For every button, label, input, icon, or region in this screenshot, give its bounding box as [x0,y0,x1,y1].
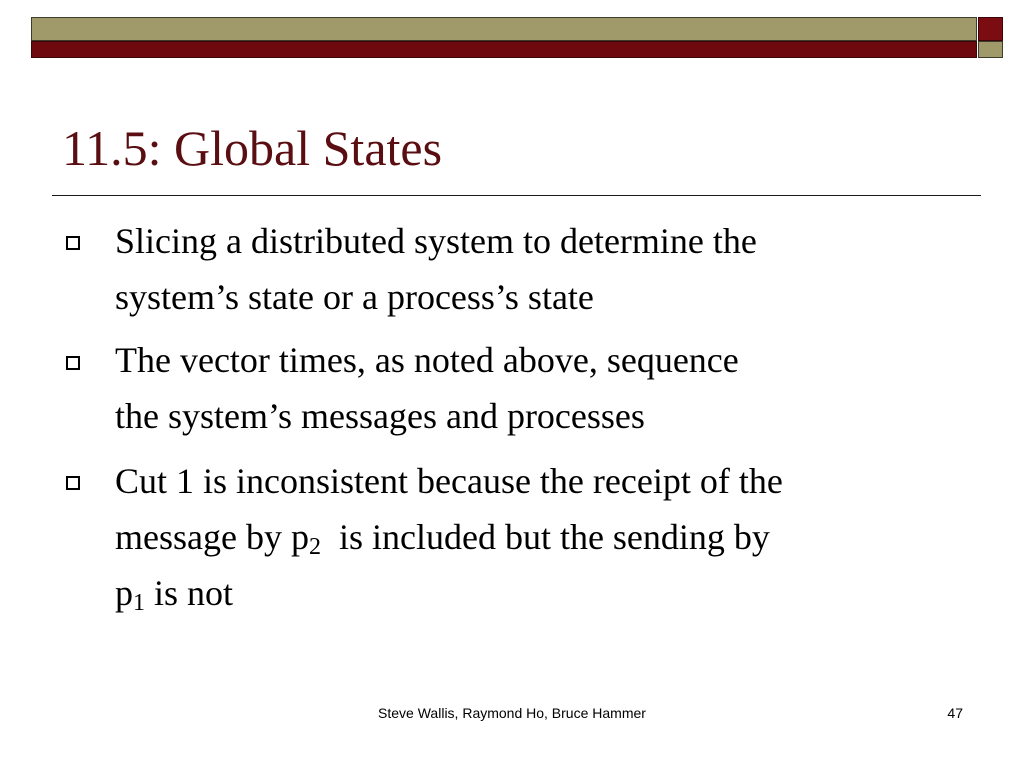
slide-title: 11.5: Global States [62,120,443,176]
bullet-text [115,453,995,621]
bullet-line [115,509,995,565]
subscript: 1 [133,590,145,616]
bullet-text-segment: is included but the sending by [320,517,770,557]
header-bar-olive [31,17,977,41]
bullet-line [115,565,995,621]
bullet-text-segment: message by p [115,517,309,557]
bullet-line: the system’s messages and processes [115,396,645,436]
bullet-line: Slicing a distributed system to determine the [115,221,757,261]
bullet-text-segment: is not [145,573,234,613]
corner-square-maroon [978,17,1003,41]
corner-square-olive [978,41,1003,58]
bullet-line: Cut 1 is inconsistent because the receipt of the [115,461,783,501]
title-divider [52,195,981,196]
bullet-text-segment: p [115,573,133,613]
bullet-square-icon [66,356,80,370]
bullet-line: The vector times, as noted above, sequence [115,340,739,380]
bullet-square-icon [66,476,80,490]
header-bar-maroon [31,41,977,58]
bullet-text [115,213,995,325]
bullet-line: system’s state or a process’s state [115,277,594,317]
footer-authors: Steve Wallis, Raymond Ho, Bruce Hammer [378,705,646,721]
page-number: 47 [947,705,963,721]
bullet-text [115,332,995,444]
bullet-square-icon [66,236,80,250]
subscript: 2 [308,534,321,560]
